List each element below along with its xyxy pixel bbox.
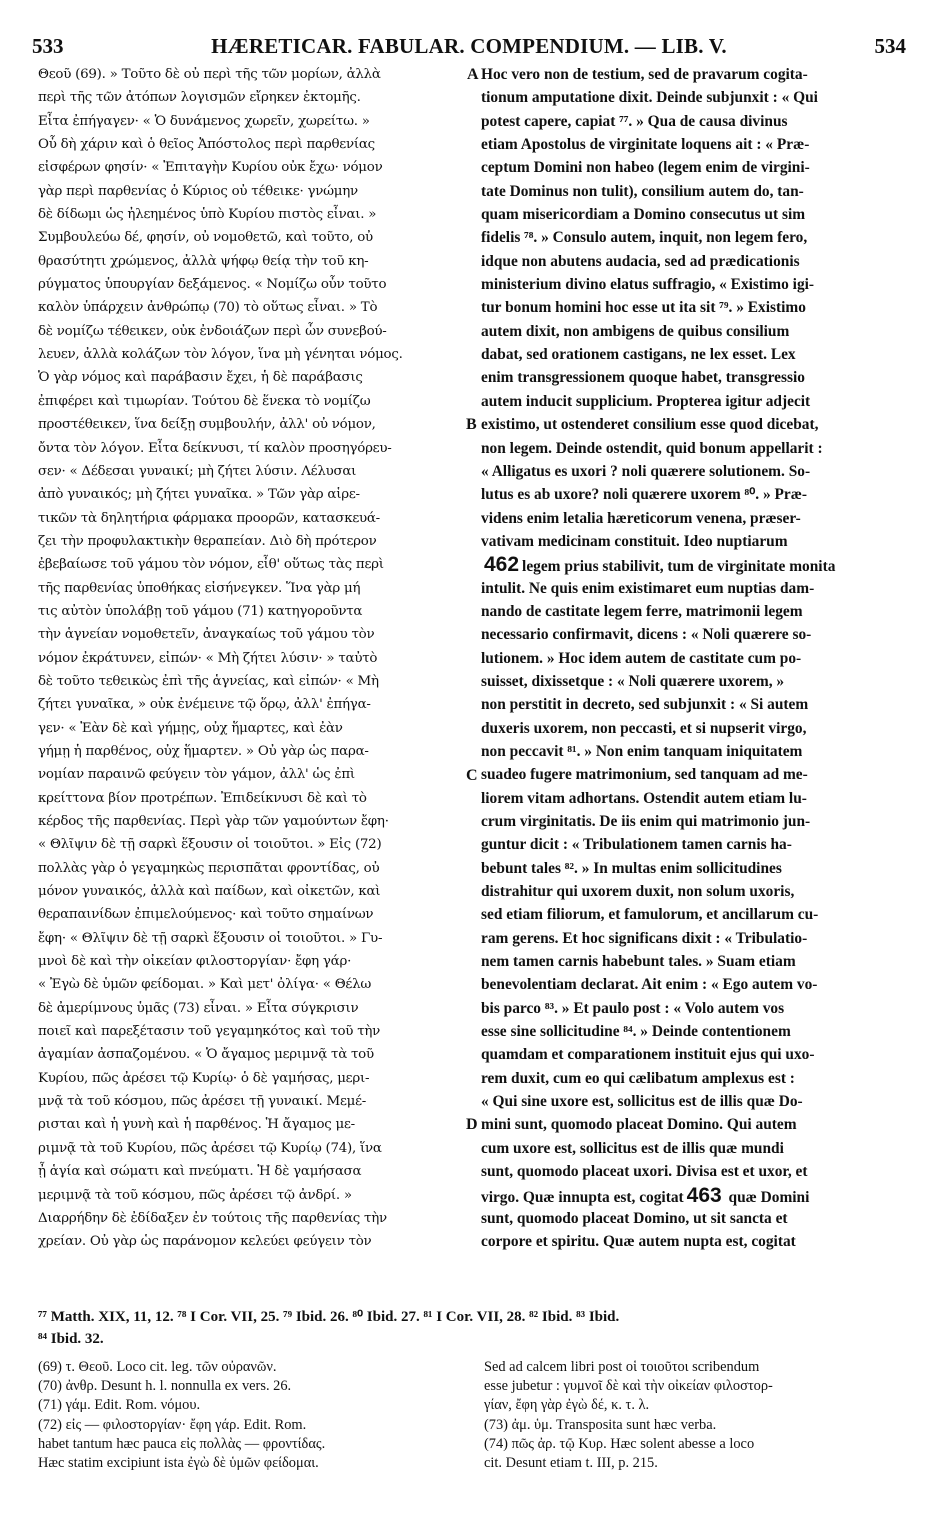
greek-text-line: Ὁ γὰρ νόμος καὶ παράβασιν ἔχει, ἡ δὲ παράβασις bbox=[38, 370, 363, 386]
latin-text-line: non peccavit ⁸¹. » Non enim tanquam iniquitatem bbox=[481, 742, 803, 760]
greek-text-line: ποιεῖ καὶ παρεξέτασιν τοῦ γεγαμηκότος καὶ τοῦ τὴν bbox=[38, 1024, 381, 1040]
editorial-note-line: (73) ἀμ. ὑμ. Transposita sunt hæc verba. bbox=[484, 1416, 717, 1433]
greek-text-line: ἔφη· « Θλῖψιν δὲ τῇ σαρκὶ ἕξουσιν οἱ τοιοῦτοι. » Γυ- bbox=[38, 930, 383, 946]
greek-text-line: χρείαν. Οὐ γὰρ ὡς παράνομον κελεύει φεύγειν τὸν bbox=[38, 1234, 372, 1250]
latin-text-line: sed etiam filiorum, et famulorum, et ancillarum cu- bbox=[481, 906, 819, 924]
section-marker-d: D bbox=[466, 1116, 478, 1133]
latin-text-line: ram gerens. Et hoc significans dixit : « Tribulatio- bbox=[481, 929, 808, 947]
greek-text-line: ἐπιφέρει καὶ τιμωρίαν. Τούτου δὲ ἕνεκα τὸ νομίζω bbox=[38, 393, 371, 409]
greek-text-line: προστέθεικεν, ἵνα δείξῃ συμβουλήν, ἀλλ' οὐ νόμον, bbox=[38, 417, 376, 433]
scripture-ref-line: ⁷⁷ Matth. XIX, 11, 12. ⁷⁸ I Cor. VII, 25. ⁷⁹ Ibid. 26. ⁸⁰ Ibid. 27. ⁸¹ I Cor. VII, 28. ⁸² Ibid. ⁸³ Ibid. bbox=[38, 1309, 620, 1325]
latin-text-line: vativam medicinam constituit. Ideo nuptiarum bbox=[481, 532, 788, 550]
latin-text-line: nando de castitate legem ferre, matrimonii legem bbox=[481, 602, 803, 620]
greek-text-line: ᾖ ἁγία καὶ σώματι καὶ πνεύματι. Ἡ δὲ γαμήσασα bbox=[38, 1164, 362, 1180]
greek-text-line: ριμνᾷ τὰ τοῦ Κυρίου, πῶς ἀρέσει τῷ Κυρίῳ (74), ἵνα bbox=[38, 1140, 382, 1156]
greek-text-line: δὲ νομίζω τέθεικεν, οὐκ ἐνδοιάζων περὶ ὧν συνεβού- bbox=[38, 323, 387, 339]
greek-text-line: τικῶν τὰ δηλητήρια φάρμακα προορῶν, κατασκευά- bbox=[38, 510, 380, 526]
greek-text-line: περὶ τῆς τῶν ἀτόπων λογισμῶν εἴρηκεν ἐκτομῆς. bbox=[38, 90, 361, 106]
scripture-references bbox=[38, 1306, 906, 1350]
greek-text-line: Συμβουλεύω δέ, φησίν, οὐ νομοθετῶ, καὶ τοῦτο, οὐ bbox=[38, 230, 373, 246]
latin-text-line: non perstitit in decreto, sed subjunxit : « Si autem bbox=[481, 696, 809, 714]
latin-text-line: etiam Apostolus de virginitate loquens ait : « Præ- bbox=[481, 136, 810, 154]
greek-text-line: ὄντα τὸν λόγον. Εἶτα δείκνυσι, τί καλὸν προσηγόρευ- bbox=[38, 440, 392, 456]
latin-text-line: « Alligatus es uxori ? noli quærere solutionem. So- bbox=[481, 462, 811, 480]
editorial-note-line: (70) ἀνθρ. Desunt h. l. nonnulla ex vers. 26. bbox=[38, 1378, 292, 1395]
greek-text-line: ρισται καὶ ἡ γυνὴ καὶ ἡ παρθένος. Ἡ ἄγαμος με- bbox=[38, 1117, 355, 1133]
greek-text-line: δὲ ἀμερίμνους ὑμᾶς (73) εἶναι. » Εἶτα σύγκρισιν bbox=[38, 1000, 359, 1016]
greek-text-line: ἐβεβαίωσε τοῦ γάμου τὸν νόμον, εἶθ' οὕτως τὰς περὶ bbox=[38, 557, 384, 573]
section-marker-a: A bbox=[467, 66, 479, 83]
latin-text-line: idque non abutens audacia, sed ad prædicationis bbox=[481, 252, 800, 270]
latin-text-line: sunt, quomodo placeat uxori. Divisa est et uxor, et bbox=[481, 1163, 808, 1181]
greek-text-line: κέρδος τῆς παρθενίας. Περὶ γὰρ τῶν γαμούντων ἔφη· bbox=[38, 814, 389, 829]
latin-text-line: dabat, sed orationem castigans, ne lex esset. Lex bbox=[481, 346, 796, 364]
editorial-note-line: (74) πῶς ἀρ. τῷ Κυρ. Hæc solent abesse a loco bbox=[484, 1435, 755, 1452]
latin-text-line: suadeo fugere matrimonium, sed tanquam ad me- bbox=[481, 766, 808, 784]
greek-text-line: θρασύτητι χρώμενος, ἀλλὰ ψήφῳ θείᾳ τὴν τοῦ κη- bbox=[38, 253, 369, 269]
greek-text-line: γήμῃ ἡ παρθένος, οὐχ ἥμαρτεν. » Οὐ γὰρ ὡς παρα- bbox=[38, 743, 369, 759]
editorial-note-line: Sed ad calcem libri post οἱ τοιοῦτοι scribendum bbox=[484, 1359, 760, 1375]
latin-text-line: duxeris uxorem, non peccasti, et si nupserit virgo, bbox=[481, 719, 807, 737]
greek-text-line: « Θλῖψιν δὲ τῇ σαρκὶ ἕξουσιν οἱ τοιοῦτοι. » Εἰς (72) bbox=[38, 837, 382, 853]
editorial-note-line: (71) γάμ. Edit. Rom. νόμου. bbox=[38, 1397, 201, 1414]
latin-text-line: tionum amputatione dixit. Deinde subjunxit : « Qui bbox=[481, 89, 818, 107]
section-marker-b: B bbox=[466, 416, 477, 433]
latin-text-line: quamdam et comparationem instituit ejus qui uxo- bbox=[481, 1046, 815, 1064]
editorial-note-line: habet tantum hæc pauca εἰς πολλὰς — φροντίδας. bbox=[38, 1435, 326, 1452]
latin-text-line: non legem. Deinde ostendit, quid bonum appellarit : bbox=[481, 439, 823, 457]
editorial-note-line: (72) εἰς — φιλοστοργίαν· ἔφη γάρ. Edit. Rom. bbox=[38, 1416, 307, 1433]
latin-text-line: lutionem. » Hoc idem autem de castitate cum po- bbox=[481, 649, 802, 667]
greek-text-line: ἀγαμίαν ἀσπαζομένου. « Ὁ ἄγαμος μεριμνᾷ τὰ τοῦ bbox=[38, 1047, 374, 1063]
latin-text-line: corpore et spiritu. Quæ autem nupta est, cogitat bbox=[481, 1233, 796, 1251]
greek-text-line: τῆς παρθενίας ὑποθήκας εἰσήνεγκεν. Ἵνα γὰρ μή bbox=[38, 580, 361, 596]
greek-text-line: νόμον ἐκράτυνεν, εἰπών· « Μὴ ζήτει λύσιν· » ταὐτὸ bbox=[38, 650, 378, 666]
column-page-number-463: 463 bbox=[686, 1183, 722, 1207]
greek-text-line: Κυρίου, πῶς ἀρέσει τῷ Κυρίῳ· ὁ δὲ γαμήσας, μερι- bbox=[38, 1070, 370, 1086]
latin-text-line: benevolentiam declarat. Ait enim : « Ego autem vo- bbox=[481, 976, 818, 994]
greek-text-line: καλὸν ὑπάρχειν ἀνθρώπῳ (70) τὸ οὕτως εἶναι. » Τὸ bbox=[38, 300, 378, 316]
greek-text-line: ρύγματος ὑπουργίαν δεξάμενος. « Νομίζω οὖν τοῦτο bbox=[38, 277, 387, 293]
latin-text-line: « Qui sine uxore est, sollicitus est de illis quæ Do- bbox=[481, 1093, 803, 1111]
latin-text-line: liorem vitam adhortans. Ostendit autem etiam lu- bbox=[481, 789, 807, 807]
greek-text-line: ζήτει γυναῖκα, » οὐκ ἐνέμεινε τῷ ὅρῳ, ἀλλ' ἐπήγα- bbox=[38, 697, 371, 713]
latin-text-line: esse sine sollicitudine ⁸⁴. » Deinde contentionem bbox=[481, 1023, 791, 1041]
greek-text-line: ζει τὴν προφυλακτικὴν θεραπείαν. Διὸ δὴ πρότερον bbox=[38, 533, 377, 549]
latin-text-line: enim transgressionem quoque habet, transgressio bbox=[481, 369, 805, 387]
left-page-number: 533 bbox=[32, 34, 64, 58]
greek-text-line: μνᾷ τὰ τοῦ κόσμου, πῶς ἀρέσει τῇ γυναικί. Μεμέ- bbox=[38, 1094, 367, 1110]
latin-text-line: guntur dicit : « Tribulationem tamen carnis ha- bbox=[481, 836, 792, 854]
greek-column bbox=[38, 63, 464, 1254]
greek-text-line: θεραπαινίδων ἐπιμελούμενος· καὶ τοῦτο σημαίνων bbox=[38, 907, 374, 923]
latin-text-line: ceptum Domini non habeo (legem enim de virgini- bbox=[481, 159, 810, 177]
greek-text-line: γὰρ περὶ παρθενίας ὁ Κύριος οὐ τέθεικε· γνώμην bbox=[38, 183, 358, 199]
greek-text-line: γεν· « Ἐὰν δὲ καὶ γήμῃς, οὐχ ἥμαρτες, καὶ ἐὰν bbox=[38, 720, 343, 736]
latin-text-line: bis parco ⁸³. » Et paulo post : « Volo autem vos bbox=[481, 999, 785, 1017]
greek-text-line: Εἶτα ἐπήγαγεν· « Ὁ δυνάμενος χωρεῖν, χωρείτω. » bbox=[38, 113, 370, 129]
greek-text-line: « Ἐγὼ δὲ ὑμῶν φείδομαι. » Καὶ μετ' ὀλίγα· « Θέλω bbox=[38, 977, 372, 993]
latin-text-line: nem tamen carnis habebunt tales. » Suam etiam bbox=[481, 953, 796, 971]
running-header bbox=[32, 34, 906, 64]
editorial-note-line: esse jubetur : γυμνοῖ δὲ καὶ τὴν οἰκείαν φιλοστορ- bbox=[484, 1378, 773, 1395]
greek-text-line: σεν· « Δέδεσαι γυναικί; μὴ ζήτει λύσιν. Λέλυσαι bbox=[38, 463, 357, 479]
latin-text-line: Hoc vero non de testium, sed de pravarum cogita- bbox=[481, 66, 808, 83]
greek-text-line: εἰσφέρων φησίν· « Ἐπιταγὴν Κυρίου οὐκ ἔχω· νόμον bbox=[38, 160, 383, 176]
latin-text-line: videns enim letalia hæreticorum venena, præser- bbox=[481, 509, 801, 527]
greek-text-line: Οὗ δὴ χάριν καὶ ὁ θεῖος Ἀπόστολος περὶ παρθενίας bbox=[38, 137, 375, 153]
greek-text-line: πολλὰς γὰρ ὁ γεγαμηκὼς περισπᾶται φροντίδας, οὐ bbox=[38, 860, 380, 876]
editorial-note-line: Hæc statim excipiunt ista ἐγὼ δὲ ὑμῶν φείδομαι. bbox=[38, 1454, 319, 1471]
greek-text-line: νομίαν παραινῶ φεύγειν τὸν γάμον, ἀλλ' ὡς ἐπὶ bbox=[38, 767, 355, 783]
latin-text-line: fidelis ⁷⁸. » Consulo autem, inquit, non legem fero, bbox=[481, 229, 808, 247]
latin-text-line: ministerium divino elatus suffragio, « Existimo igi- bbox=[481, 276, 815, 294]
latin-text-line: rem duxit, cum eo qui cælibatum amplexus est : bbox=[481, 1069, 795, 1087]
section-marker-c: C bbox=[466, 767, 478, 784]
right-page-number: 534 bbox=[874, 34, 906, 58]
latin-text-line: existimo, ut ostenderet consilium esse quod dicebat, bbox=[481, 416, 819, 434]
running-title: HÆRETICAR. FABULAR. COMPENDIUM. — LIB. V. bbox=[211, 34, 727, 58]
column-page-number-462: 462 bbox=[484, 553, 520, 577]
latin-text-line: autem dixit, non ambigens de quibus consilium bbox=[481, 322, 790, 340]
greek-text-line: τις αὐτὸν ὑπολάβῃ τοῦ γάμου (71) κατηγοροῦντα bbox=[38, 603, 363, 619]
editorial-note-line: γίαν, ἔφη γὰρ ἐγὼ δέ, κ. τ. λ. bbox=[484, 1397, 650, 1414]
latin-text-line: sunt, quomodo placeat Domino, ut sit sancta et bbox=[481, 1209, 788, 1227]
greek-text-line: Διαρρήδην δὲ ἐδίδαξεν ἐν τούτοις τῆς παρθενίας τὴν bbox=[38, 1210, 387, 1226]
latin-text-line: virgo. Quæ innupta est, cogitat 463 quæ Domini bbox=[481, 1183, 810, 1207]
editorial-note-line: (69) τ. Θεοῦ. Loco cit. leg. τῶν οὐρανῶν. bbox=[38, 1359, 277, 1375]
greek-text-line: δὲ δίδωμι ὡς ἠλεημένος ὑπὸ Κυρίου πιστὸς εἶναι. » bbox=[38, 207, 377, 223]
latin-text-line: crum virginitatis. De iis enim qui matrimonio jun- bbox=[481, 813, 811, 830]
latin-text-line: distrahitur qui uxorem duxit, non solum uxoris, bbox=[481, 883, 795, 901]
greek-text-line: μόνον γυναικός, ἀλλὰ καὶ παίδων, καὶ οἰκετῶν, καὶ bbox=[38, 884, 381, 900]
latin-text-line: autem inducit supplicium. Propterea igitur adjecit bbox=[481, 392, 811, 410]
greek-text-line: μεριμνᾷ τὰ τοῦ κόσμου, πῶς ἀρέσει τῷ ἀνδρί. » bbox=[38, 1187, 352, 1203]
latin-text-line: intulit. Ne quis enim existimaret eum nuptias dam- bbox=[481, 579, 815, 597]
greek-text-line: δὲ τοῦτο τεθεικὼς ἐπὶ τῆς ἁγνείας, καὶ εἰπών· « Μὴ bbox=[38, 673, 379, 689]
latin-text-line: potest capere, capiat ⁷⁷. » Qua de causa divinus bbox=[481, 112, 788, 130]
latin-text-line: cum uxore est, sollicitus est de illis quæ mundi bbox=[481, 1139, 784, 1157]
latin-text-line: tate Dominus non tulit), consilium autem do, tan- bbox=[481, 182, 804, 200]
latin-text-line: 462 legem prius stabilivit, tum de virginitate monita bbox=[481, 553, 904, 576]
latin-text-line: bebunt tales ⁸². » In multas enim sollicitudines bbox=[481, 859, 782, 877]
latin-text-line: lutus es ab uxore? noli quærere uxorem ⁸⁰. » Præ- bbox=[481, 486, 808, 504]
greek-text-line: κρείττονα βίον προτρέπων. Ἐπιδείκνυσι δὲ καὶ τὸ bbox=[38, 790, 367, 806]
greek-text-line: λευεν, ἀλλὰ κολάζων τὸν λόγον, ἵνα μὴ γένηται νόμος. bbox=[38, 347, 403, 363]
latin-text-line: suisset, dixissetque : « Noli quærere uxorem, » bbox=[481, 672, 785, 690]
latin-text-line: quam misericordiam a Domino consecutus ut sim bbox=[481, 206, 806, 224]
editorial-notes-right bbox=[484, 1358, 904, 1473]
greek-text-line: τὴν ἁγνείαν νομοθετεῖν, ἀναγκαίως τοῦ γάμου τὸν bbox=[38, 627, 375, 643]
latin-text-line: tur bonum homini hoc esse ut ita sit ⁷⁹. » Existimo bbox=[481, 299, 806, 317]
latin-column bbox=[481, 63, 904, 1254]
greek-text-line: μνοὶ δὲ καὶ τὴν οἰκείαν φιλοστοργίαν· ἔφη γάρ· bbox=[38, 954, 352, 970]
latin-text-line: necessario confirmavit, dicens : « Noli quærere so- bbox=[481, 626, 812, 644]
greek-text-line: Θεοῦ (69). » Τοῦτο δὲ οὐ περὶ τῆς τῶν μορίων, ἀλλὰ bbox=[38, 67, 381, 82]
editorial-notes-left bbox=[38, 1358, 468, 1473]
editorial-note-line: cit. Desunt etiam t. III, p. 215. bbox=[484, 1454, 658, 1471]
greek-text-line: ἀπὸ γυναικός; μὴ ζήτει γυναῖκα. » Τῶν γὰρ αἱρε- bbox=[38, 487, 360, 503]
scripture-ref-line: ⁸⁴ Ibid. 32. bbox=[38, 1331, 104, 1347]
latin-text-line: mini sunt, quomodo placeat Domino. Qui autem bbox=[481, 1116, 797, 1134]
